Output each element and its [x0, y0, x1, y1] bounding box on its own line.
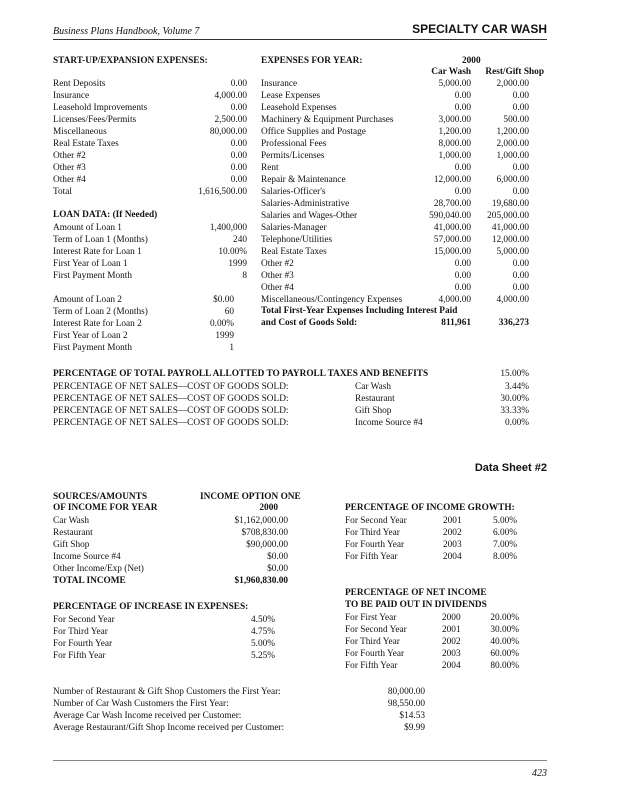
- row-label: Salaries and Wages-Other: [261, 211, 358, 221]
- row-value: 80,000.00: [387, 687, 425, 697]
- table-row: [261, 198, 529, 210]
- row-value: 5.00%: [250, 639, 275, 649]
- table-row: [53, 698, 425, 710]
- table-row: [53, 174, 247, 186]
- table-row: [53, 393, 529, 405]
- rest-gift-value: 0.00: [512, 163, 529, 173]
- row-label: Rent: [261, 163, 279, 173]
- row-value: 0.00: [230, 151, 247, 161]
- row-value: 5.00%: [492, 516, 517, 526]
- row-value: 1,616,500.00: [198, 187, 247, 197]
- dividends-heading-2: TO BE PAID OUT IN DIVIDENDS: [345, 600, 487, 610]
- total-label-1: Total First-Year Expenses Including Interest Paid: [261, 306, 458, 316]
- row-label: Amount of Loan 1: [53, 223, 122, 233]
- row-value: 1: [229, 343, 234, 353]
- row-value: $9.99: [404, 723, 425, 733]
- income-heading-2: OF INCOME FOR YEAR: [53, 503, 158, 513]
- row-label: Other #4: [53, 175, 86, 185]
- table-row: [261, 222, 529, 234]
- table-row: [53, 114, 247, 126]
- row-label: Repair & Maintenance: [261, 175, 346, 185]
- row-label: Other #2: [261, 259, 294, 269]
- row-value: 0.00: [230, 103, 247, 113]
- row-label: For Second Year: [345, 625, 407, 635]
- row-value: 0.00: [230, 163, 247, 173]
- row-label: First Year of Loan 1: [53, 259, 128, 269]
- row-value: 0.00: [230, 79, 247, 89]
- row-label: Real Estate Taxes: [261, 247, 327, 257]
- row-label: PERCENTAGE OF NET SALES—COST OF GOODS SOLD:: [53, 418, 289, 428]
- car-wash-value: 0.00: [454, 91, 471, 101]
- table-row: [261, 102, 529, 114]
- row-value: $90,000.00: [246, 540, 288, 550]
- row-label: For Fourth Year: [345, 649, 405, 659]
- rest-gift-value: 2,000.00: [496, 79, 529, 89]
- row-label: Car Wash: [53, 516, 90, 526]
- row-year: 2001: [442, 625, 461, 635]
- row-value: 8: [242, 271, 247, 281]
- row-value: 33.33%: [500, 406, 529, 416]
- rest-gift-value: 19,680.00: [491, 199, 529, 209]
- table-row: [53, 234, 247, 246]
- table-row: [53, 90, 247, 102]
- table-row: [53, 342, 234, 354]
- car-wash-value: 1,200.00: [438, 127, 471, 137]
- row-value: 30.00%: [490, 625, 519, 635]
- table-row: [53, 306, 234, 318]
- expense-increase-table: [53, 614, 275, 662]
- income-growth-table: [345, 515, 517, 563]
- row-label: Other #3: [261, 271, 294, 281]
- car-wash-value: 8,000.00: [438, 139, 471, 149]
- rest-gift-value: 4,000.00: [496, 295, 529, 305]
- table-row: [53, 539, 288, 551]
- car-wash-value: 57,000.00: [433, 235, 471, 245]
- row-value: $0.00: [267, 552, 288, 562]
- rest-gift-value: 500.00: [503, 115, 529, 125]
- table-row: [53, 150, 247, 162]
- table-row: [53, 405, 529, 417]
- row-item: Restaurant: [355, 394, 395, 404]
- row-label: For Fourth Year: [53, 639, 113, 649]
- row-value: 2,500.00: [214, 115, 247, 125]
- table-row: [345, 539, 517, 551]
- startup-table: [53, 78, 247, 198]
- table-row: [261, 162, 529, 174]
- page-number: 423: [532, 768, 547, 779]
- income-growth-heading: PERCENTAGE OF INCOME GROWTH:: [345, 503, 515, 513]
- table-row: [53, 138, 247, 150]
- table-row: [53, 686, 425, 698]
- table-row: [53, 270, 247, 282]
- table-row: [345, 636, 519, 648]
- car-wash-value: 0.00: [454, 163, 471, 173]
- car-wash-col-header: Car Wash: [431, 67, 471, 77]
- table-row: [345, 515, 517, 527]
- row-value: $0.00: [267, 564, 288, 574]
- total-label-2: and Cost of Goods Sold:: [261, 318, 358, 328]
- row-value: 4.75%: [250, 627, 275, 637]
- row-label: For Third Year: [345, 528, 400, 538]
- dividends-heading-1: PERCENTAGE OF NET INCOME: [345, 588, 487, 598]
- table-row: [261, 294, 529, 306]
- row-label: Telephone/Utilities: [261, 235, 333, 245]
- footer-rule: [53, 760, 547, 761]
- row-value: 60.00%: [490, 649, 519, 659]
- table-row: [261, 90, 529, 102]
- row-year: 2003: [442, 649, 461, 659]
- car-wash-value: 3,000.00: [438, 115, 471, 125]
- total-income-label: TOTAL INCOME: [53, 576, 126, 586]
- rest-gift-value: 2,000.00: [496, 139, 529, 149]
- row-label: Insurance: [53, 91, 90, 101]
- table-row: [345, 624, 519, 636]
- rest-gift-value: 1,200.00: [496, 127, 529, 137]
- section-title: SPECIALTY CAR WASH: [412, 22, 547, 36]
- rest-gift-value: 6,000.00: [496, 175, 529, 185]
- row-label: Interest Rate for Loan 2: [53, 319, 142, 329]
- row-label: Rent Deposits: [53, 79, 106, 89]
- car-wash-value: 12,000.00: [433, 175, 471, 185]
- row-label: Office Supplies and Postage: [261, 127, 366, 137]
- car-wash-value: 15,000.00: [433, 247, 471, 257]
- rest-gift-value: 5,000.00: [496, 247, 529, 257]
- row-label: For Second Year: [53, 615, 115, 625]
- row-label: For Fifth Year: [53, 651, 106, 661]
- row-label: Leasehold Expenses: [261, 103, 337, 113]
- table-row: [53, 318, 234, 330]
- total-income-value: $1,960,830.00: [234, 576, 288, 586]
- row-value: 0.00%: [209, 319, 234, 329]
- table-row: [53, 722, 425, 734]
- table-row: [53, 551, 288, 563]
- row-label: PERCENTAGE OF NET SALES—COST OF GOODS SOLD:: [53, 406, 289, 416]
- table-row: [53, 126, 247, 138]
- row-label: Insurance: [261, 79, 298, 89]
- expenses-heading: EXPENSES FOR YEAR:: [261, 56, 363, 66]
- car-wash-value: 4,000.00: [438, 295, 471, 305]
- row-label: For Third Year: [345, 637, 400, 647]
- expenses-table: [261, 78, 529, 306]
- row-value: 7.00%: [492, 540, 517, 550]
- table-row: [53, 186, 247, 198]
- table-row: [261, 186, 529, 198]
- row-value: 80,000.00: [209, 127, 247, 137]
- table-row: [53, 626, 275, 638]
- row-item: Income Source #4: [355, 418, 423, 428]
- table-row: [261, 258, 529, 270]
- row-label: First Payment Month: [53, 271, 133, 281]
- table-row: [53, 330, 234, 342]
- table-row: [261, 78, 529, 90]
- customers-table: [53, 686, 425, 734]
- table-row: [261, 114, 529, 126]
- row-label: For Third Year: [53, 627, 108, 637]
- row-label: For Fifth Year: [345, 552, 398, 562]
- row-value: $708,830.00: [241, 528, 288, 538]
- startup-heading: START-UP/EXPANSION EXPENSES:: [53, 56, 208, 66]
- car-wash-value: 0.00: [454, 103, 471, 113]
- table-row: [53, 614, 275, 626]
- row-label: For Fifth Year: [345, 661, 398, 671]
- table-row: [261, 174, 529, 186]
- table-row: [261, 210, 529, 222]
- row-value: 1999: [215, 331, 234, 341]
- car-wash-value: 41,000.00: [433, 223, 471, 233]
- table-row: [261, 282, 529, 294]
- row-label: PERCENTAGE OF NET SALES—COST OF GOODS SOLD:: [53, 394, 289, 404]
- rest-gift-value: 41,000.00: [491, 223, 529, 233]
- total-car-wash: 811,961: [441, 318, 471, 328]
- table-row: [345, 551, 517, 563]
- row-label: Other #4: [261, 283, 294, 293]
- row-label: Leasehold Improvements: [53, 103, 148, 113]
- row-label: First Year of Loan 2: [53, 331, 128, 341]
- row-label: Interest Rate for Loan 1: [53, 247, 142, 257]
- row-value: 0.00: [230, 139, 247, 149]
- table-row: [261, 138, 529, 150]
- row-label: Gift Shop: [53, 540, 90, 550]
- row-value: $1,162,000.00: [234, 516, 288, 526]
- payroll-value: 15.00%: [500, 369, 529, 379]
- row-value: 1999: [228, 259, 247, 269]
- row-label: Miscellaneous: [53, 127, 107, 137]
- table-row: [261, 150, 529, 162]
- rest-gift-value: 0.00: [512, 187, 529, 197]
- table-row: [53, 563, 288, 575]
- row-year: 2002: [443, 528, 462, 538]
- table-row: [345, 660, 519, 672]
- table-row: [53, 294, 234, 306]
- table-row: [53, 710, 425, 722]
- income-heading-1: SOURCES/AMOUNTS: [53, 492, 148, 502]
- rest-gift-value: 0.00: [512, 271, 529, 281]
- row-label: Income Source #4: [53, 552, 121, 562]
- row-year: 2001: [443, 516, 462, 526]
- row-label: Number of Restaurant & Gift Shop Customers the First Year:: [53, 687, 281, 697]
- row-value: 80.00%: [490, 661, 519, 671]
- income-table: [53, 515, 288, 575]
- row-label: Restaurant: [53, 528, 93, 538]
- table-row: [261, 270, 529, 282]
- table-row: [345, 648, 519, 660]
- table-row: [53, 381, 529, 393]
- table-row: [53, 246, 247, 258]
- car-wash-value: 0.00: [454, 187, 471, 197]
- rest-gift-value: 0.00: [512, 103, 529, 113]
- row-label: For Second Year: [345, 516, 407, 526]
- car-wash-value: 5,000.00: [438, 79, 471, 89]
- row-value: $0.00: [213, 295, 234, 305]
- row-value: 6.00%: [492, 528, 517, 538]
- table-row: [345, 527, 517, 539]
- row-value: 240: [233, 235, 247, 245]
- row-label: Professional Fees: [261, 139, 327, 149]
- rest-gift-col-header: Rest/Gift Shop: [485, 67, 544, 77]
- total-rest-gift: 336,273: [498, 318, 529, 328]
- row-label: Permits/Licenses: [261, 151, 325, 161]
- car-wash-value: 590,040.00: [429, 211, 471, 221]
- book-title: Business Plans Handbook, Volume 7: [53, 26, 200, 37]
- row-label: Salaries-Officer's: [261, 187, 326, 197]
- rest-gift-value: 1,000.00: [496, 151, 529, 161]
- header-rule: [53, 39, 547, 40]
- row-value: 60: [224, 307, 234, 317]
- row-label: Lease Expenses: [261, 91, 321, 101]
- rest-gift-value: 0.00: [512, 259, 529, 269]
- expense-increase-heading: PERCENTAGE OF INCREASE IN EXPENSES:: [53, 602, 249, 612]
- rest-gift-value: 12,000.00: [491, 235, 529, 245]
- row-label: Average Car Wash Income received per Customer:: [53, 711, 242, 721]
- table-row: [261, 246, 529, 258]
- row-label: Amount of Loan 2: [53, 295, 122, 305]
- row-label: Term of Loan 1 (Months): [53, 235, 148, 245]
- row-value: 4,000.00: [214, 91, 247, 101]
- rest-gift-value: 0.00: [512, 283, 529, 293]
- table-row: [53, 258, 247, 270]
- row-label: Other #3: [53, 163, 86, 173]
- row-label: Other Income/Exp (Net): [53, 564, 144, 574]
- row-value: 4.50%: [250, 615, 275, 625]
- row-item: Gift Shop: [355, 406, 392, 416]
- loan-heading: LOAN DATA: (If Needed): [53, 210, 158, 220]
- row-value: $14.53: [399, 711, 425, 721]
- row-label: First Payment Month: [53, 343, 133, 353]
- row-year: 2003: [443, 540, 462, 550]
- row-label: Real Estate Taxes: [53, 139, 119, 149]
- loan2-table: [53, 294, 234, 354]
- rest-gift-value: 205,000.00: [487, 211, 529, 221]
- rest-gift-value: 0.00: [512, 91, 529, 101]
- row-label: Average Restaurant/Gift Shop Income received per Customer:: [53, 723, 285, 733]
- table-row: [53, 650, 275, 662]
- car-wash-value: 0.00: [454, 259, 471, 269]
- expenses-year: 2000: [462, 56, 481, 66]
- row-label: Term of Loan 2 (Months): [53, 307, 148, 317]
- row-label: For Fourth Year: [345, 540, 405, 550]
- row-label: Machinery & Equipment Purchases: [261, 115, 394, 125]
- dividends-table: [345, 612, 519, 672]
- row-value: 0.00%: [504, 418, 529, 428]
- loan1-table: [53, 222, 247, 282]
- row-label: PERCENTAGE OF NET SALES—COST OF GOODS SOLD:: [53, 382, 289, 392]
- car-wash-value: 0.00: [454, 271, 471, 281]
- row-label: Total: [53, 187, 72, 197]
- income-option-year: 2000: [259, 503, 278, 513]
- table-row: [53, 515, 288, 527]
- table-row: [53, 78, 247, 90]
- row-value: 98,550.00: [387, 699, 425, 709]
- row-value: 20.00%: [490, 613, 519, 623]
- table-row: [261, 234, 529, 246]
- row-label: Salaries-Administrative: [261, 199, 350, 209]
- row-label: Other #2: [53, 151, 86, 161]
- row-year: 2002: [442, 637, 461, 647]
- table-row: [53, 638, 275, 650]
- row-value: 1,400,000: [209, 223, 247, 233]
- income-option-heading: INCOME OPTION ONE: [200, 492, 301, 502]
- row-value: 3.44%: [504, 382, 529, 392]
- row-year: 2000: [442, 613, 461, 623]
- table-row: [53, 102, 247, 114]
- payroll-table: [53, 381, 529, 429]
- row-item: Car Wash: [355, 382, 392, 392]
- table-row: [53, 527, 288, 539]
- table-row: [53, 417, 529, 429]
- table-row: [53, 222, 247, 234]
- row-value: 40.00%: [490, 637, 519, 647]
- row-value: 8.00%: [492, 552, 517, 562]
- row-value: 30.00%: [500, 394, 529, 404]
- row-label: Miscellaneous/Contingency Expenses: [261, 295, 403, 305]
- car-wash-value: 28,700.00: [433, 199, 471, 209]
- row-year: 2004: [442, 661, 461, 671]
- payroll-heading: PERCENTAGE OF TOTAL PAYROLL ALLOTTED TO PAYROLL TAXES AND BENEFITS: [53, 369, 429, 379]
- car-wash-value: 1,000.00: [438, 151, 471, 161]
- row-label: For First Year: [345, 613, 397, 623]
- row-label: Licenses/Fees/Permits: [53, 115, 137, 125]
- table-row: [53, 162, 247, 174]
- row-year: 2004: [443, 552, 462, 562]
- row-value: 5.25%: [250, 651, 275, 661]
- row-label: Salaries-Manager: [261, 223, 327, 233]
- row-label: Number of Car Wash Customers the First Year:: [53, 699, 229, 709]
- datasheet-title: Data Sheet #2: [474, 462, 547, 474]
- table-row: [261, 126, 529, 138]
- table-row: [345, 612, 519, 624]
- row-value: 10.00%: [218, 247, 247, 257]
- car-wash-value: 0.00: [454, 283, 471, 293]
- row-value: 0.00: [230, 175, 247, 185]
